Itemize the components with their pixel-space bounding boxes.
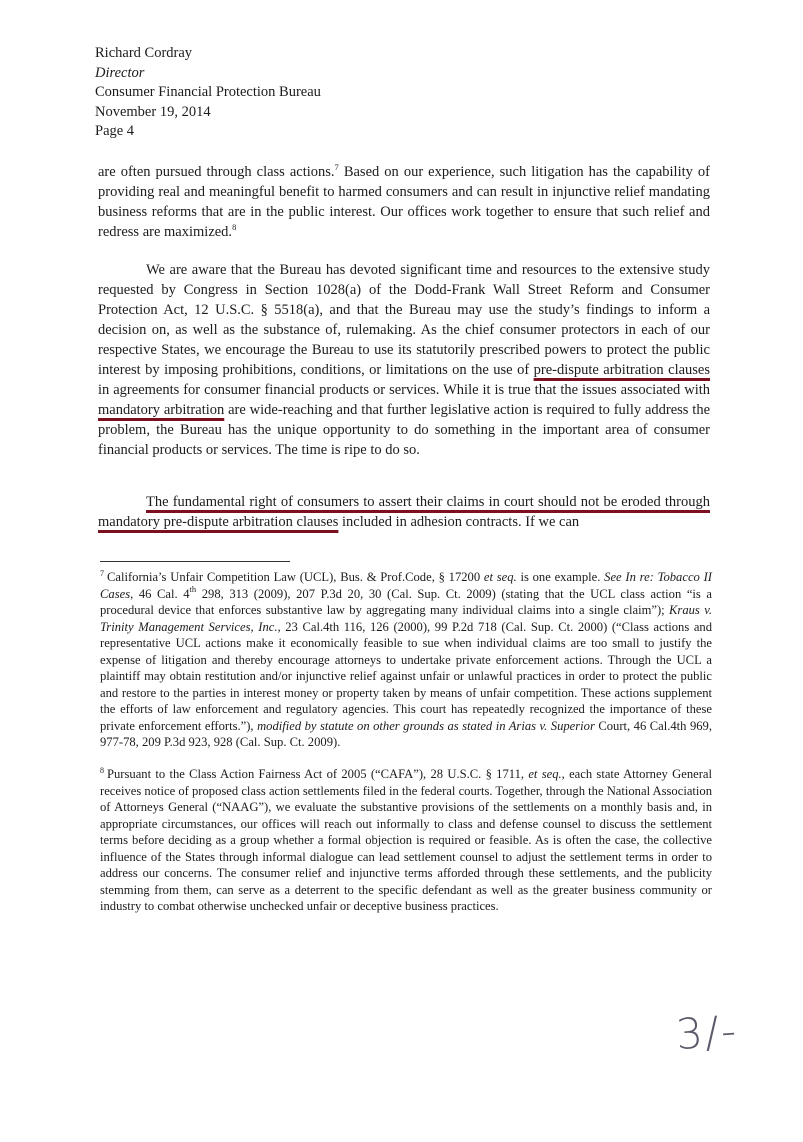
- footnote-8-italic-1: et seq.: [528, 767, 562, 781]
- letter-header: [95, 44, 321, 142]
- paragraph-1-text-a: are often pursued through class actions.: [98, 164, 335, 180]
- recipient-organization: Consumer Financial Protection Bureau: [95, 84, 321, 101]
- footnote-ref-7: 7: [334, 162, 339, 172]
- footnote-7-text-4: 298, 313 (2009), 207 P.3d 20, 30 (Cal. Sup. Ct. 2009) (stating that the UCL class action “is a procedural device that enforces substantive law by aggregating many individual claims into a single claim”);: [100, 586, 712, 617]
- paragraph-2: [98, 260, 710, 460]
- footnote-7-text-5: , 23 Cal.4th 116, 126 (2000), 99 P.2d 718 (Cal. Sup. Ct. 2000) (“Class actions and representative UCL actions make it economically feasible to sue when individual claims are too small to justify the expense of litigation and thereby encourage attorneys to undertake private enforcement actions. Through the UCL a plaintiff may obtain restitution and/or injunctive relief against unfair or unlawful practices in order to protect the public and restore to the parties in interest money or property taken by means of unfair competition. These actions supplement the efforts of law enforcement and regulatory agencies. This court has repeatedly recognized the importance of these private enforcement efforts.”),: [100, 619, 713, 733]
- footnote-8-marker: 8: [100, 766, 104, 775]
- footnote-7-superscript: th: [189, 583, 197, 594]
- footnote-7: [100, 569, 712, 751]
- underlined-sentence: The fundamental right of consumers to assert their claims in court should not be eroded through mandatory pre-dispute arbitration clauses: [98, 494, 710, 530]
- handwritten-annotation: 3/-: [674, 1005, 740, 1060]
- underlined-phrase-1: pre-dispute arbitration clauses: [533, 362, 711, 378]
- footnote-8-text-1: Pursuant to the Class Action Fairness Act of 2005 (“CAFA”), 28 U.S.C. § 1711,: [107, 767, 529, 781]
- footnote-7-italic-2: See In re: Tobacco II Cases: [100, 570, 712, 601]
- paragraph-3-text: included in adhesion contracts. If we can: [338, 514, 580, 530]
- letter-date: November 19, 2014: [95, 103, 211, 120]
- paragraph-1: [98, 162, 710, 242]
- footnote-7-italic-3: Kraus v. Trinity Management Services, Inc.: [100, 603, 712, 634]
- recipient-name: Richard Cordray: [95, 45, 193, 61]
- page-number: Page 4: [95, 123, 135, 140]
- footnote-8-text-2: , each state Attorney General receives notice of proposed class action settlements filed in the federal courts. Together, through the National Association of Attorneys General (“NAAG”), we evaluate the substantive provisions of the settlements on a monthly basis and, in appropriate circumstances, our offices will reach out informally to class and defense counsel to discuss the settlement terms before deciding as a group whether a formal objection is required or feasible. As is often the case, the collective influence of the States through informal dialogue can lead settlement counsel to adjust the settlement terms in order to address our concerns. The consumer relief and injunctive terms afforded through these settlements, and the publicity stemming from them, can serve as a deterrent to the specific defendant as well as the greater business community or industry to combat otherwise unchecked unfair or deceptive business practices.: [100, 767, 712, 913]
- paragraph-2-text-b: in agreements for consumer financial products or services. While it is true that the issues associated with: [98, 382, 710, 398]
- underlined-phrase-2: mandatory arbitration: [98, 402, 225, 418]
- footnote-7-text-6: Court, 46 Cal.4th 969, 977-78, 209 P.3d 923, 928 (Cal. Sup. Ct. 2009).: [100, 718, 712, 749]
- footnote-7-marker: 7: [100, 569, 104, 578]
- paragraph-2-text-a: We are aware that the Bureau has devoted significant time and resources to the extensive study requested by Congress in Section 1028(a) of the Dodd-Frank Wall Street Reform and Consumer Protection Act, 12 U.S.C. § 5518(a), and that the Bureau may use the study’s findings to inform a decision on, as well as the substance of, rulemaking. As the chief consumer protectors in each of our respective States, we encourage the Bureau to use its statutorily prescribed powers to protect the public interest by imposing prohibitions, conditions, or limitations on the use of: [98, 262, 710, 378]
- footnote-7-text-1: California’s Unfair Competition Law (UCL), Bus. & Prof.Code, § 17200: [107, 570, 484, 584]
- footnote-7-italic-4: modified by statute on other grounds as stated in Arias v. Superior: [257, 718, 595, 733]
- footnote-divider: [100, 561, 290, 562]
- recipient-title: Director: [95, 64, 145, 81]
- footnote-7-text-3: , 46 Cal. 4: [130, 586, 190, 601]
- paragraph-3: [98, 492, 710, 532]
- footnote-8: [100, 766, 712, 915]
- footnote-7-text-2: is one example.: [516, 570, 605, 584]
- paragraph-1-text-b: Based on our experience, such litigation has the capability of providing real and meaningful benefit to harmed consumers and can result in injunctive relief mandating business reforms that are in the public interest. Our offices work together to ensure that such relief and redress are maximized.: [98, 164, 711, 240]
- footnote-ref-8: 8: [232, 222, 237, 232]
- paragraph-2-text-c: are wide-reaching and that further legislative action is required to fully address the problem, the Bureau has the unique opportunity to do something in the important area of consumer financial products or services. The time is ripe to do so.: [98, 402, 711, 458]
- footnote-7-italic-1: et seq.: [483, 570, 517, 584]
